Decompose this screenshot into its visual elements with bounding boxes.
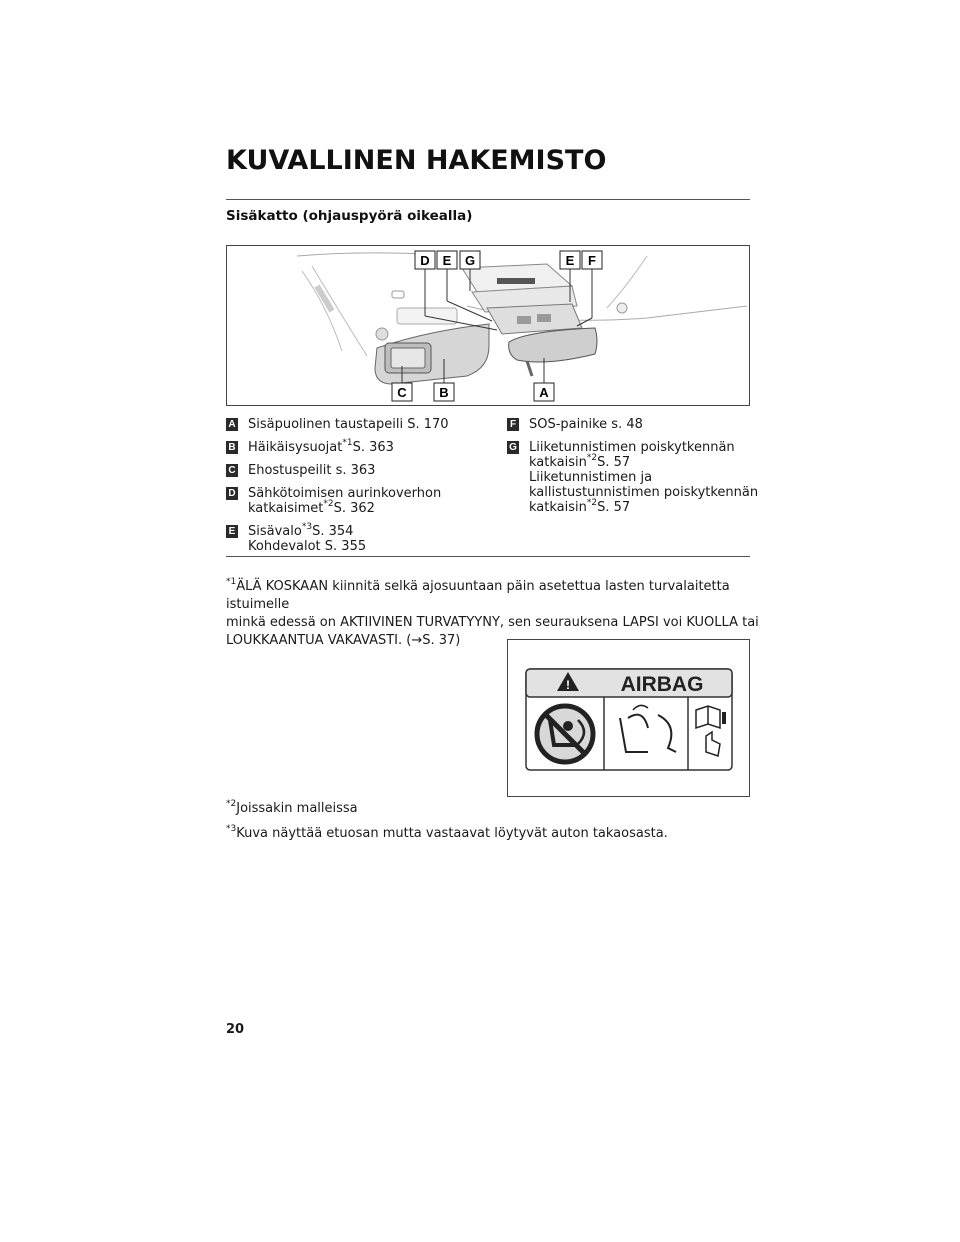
legend-badge: D xyxy=(226,487,238,500)
figure-airbag-label xyxy=(507,639,750,797)
legend-text: Liiketunnistimen ja xyxy=(529,470,653,485)
footnote-marker: *2 xyxy=(586,497,598,508)
footnote-marker: *2 xyxy=(323,498,334,509)
legend-page-ref: S. 57 xyxy=(597,500,631,515)
legend-page-ref: S. 363 xyxy=(352,440,394,455)
legend-badge: F xyxy=(507,418,519,431)
callout-e-2: E xyxy=(565,253,575,268)
footnote-text: Joissakin malleissa xyxy=(236,801,358,816)
legend-badge: G xyxy=(507,441,519,454)
legend-badge: E xyxy=(226,525,238,538)
footnote-marker: *3 xyxy=(226,823,237,834)
footnote-marker: *2 xyxy=(586,452,598,463)
airbag-warning-label xyxy=(508,640,749,796)
airbag-label-text: AIRBAG xyxy=(620,673,704,696)
footnote-text: LOUKKAANTUA VAKAVASTI. (→S. 37) xyxy=(226,633,461,648)
legend-text: Häikäisysuojat xyxy=(248,440,343,455)
figure-overhead-console xyxy=(226,245,750,406)
callout-e: E xyxy=(442,253,452,268)
legend-badge: C xyxy=(226,464,238,477)
footnote-3 xyxy=(226,825,668,843)
callout-d: D xyxy=(420,253,430,268)
legend-text: katkaisimet xyxy=(248,501,324,516)
legend-page-ref: S. 57 xyxy=(597,455,631,470)
overhead-console-illustration xyxy=(227,246,749,405)
legend-badge: B xyxy=(226,441,238,454)
legend-right xyxy=(507,417,759,527)
legend-text: Sähkötoimisen aurinkoverhon xyxy=(248,486,442,501)
callout-b: B xyxy=(439,385,449,400)
callout-a: A xyxy=(539,385,549,400)
legend-text: katkaisin xyxy=(529,455,587,470)
legend-text: Kohdevalot S. 355 xyxy=(248,539,367,554)
footnote-text: ÄLÄ KOSKAAN kiinnitä selkä ajosuuntaan päin asetettua lasten turvalaitetta istuimelle xyxy=(226,579,730,612)
legend-text: Ehostuspeilit s. 363 xyxy=(248,463,376,478)
no-rear-facing-seat-icon xyxy=(537,706,593,762)
legend-page-ref: S. 362 xyxy=(333,501,375,516)
footnote-marker: *3 xyxy=(301,521,313,532)
callout-group-bottom xyxy=(392,383,554,401)
warning-glyph: ! xyxy=(566,678,570,692)
legend-text: Liiketunnistimen poiskytkennän xyxy=(529,440,735,455)
legend-text: katkaisin xyxy=(529,500,587,515)
page-title: KUVALLINEN HAKEMISTO xyxy=(226,145,607,176)
footnote-marker: *1 xyxy=(226,576,237,587)
legend-text: Sisäpuolinen taustapeili S. 170 xyxy=(248,417,449,432)
title-rule xyxy=(226,199,750,200)
footnote-text: minkä edessä on AKTIIVINEN TURVATYYNY, sen seurauksena LAPSI voi KUOLLA tai xyxy=(226,615,759,630)
legend-left xyxy=(226,417,486,557)
footnote-marker: *2 xyxy=(226,798,237,809)
legend-rule xyxy=(226,556,750,557)
section-title: Sisäkatto (ohjauspyörä oikealla) xyxy=(226,208,473,224)
legend-text: SOS-painike s. 48 xyxy=(529,417,643,432)
legend-badge: A xyxy=(226,418,238,431)
callout-c: C xyxy=(397,385,407,400)
legend-text: Sisävalo xyxy=(248,524,302,539)
callout-f: F xyxy=(588,253,596,268)
callout-g: G xyxy=(464,253,476,268)
footnote-marker: *1 xyxy=(342,437,353,448)
legend-page-ref: S. 354 xyxy=(312,524,354,539)
footnote-2 xyxy=(226,800,358,818)
footnote-text: Kuva näyttää etuosan mutta vastaavat löytyvät auton takaosasta. xyxy=(236,826,668,841)
page-number: 20 xyxy=(226,1022,245,1037)
legend-text: kallistustunnistimen poiskytkennän xyxy=(529,485,759,500)
